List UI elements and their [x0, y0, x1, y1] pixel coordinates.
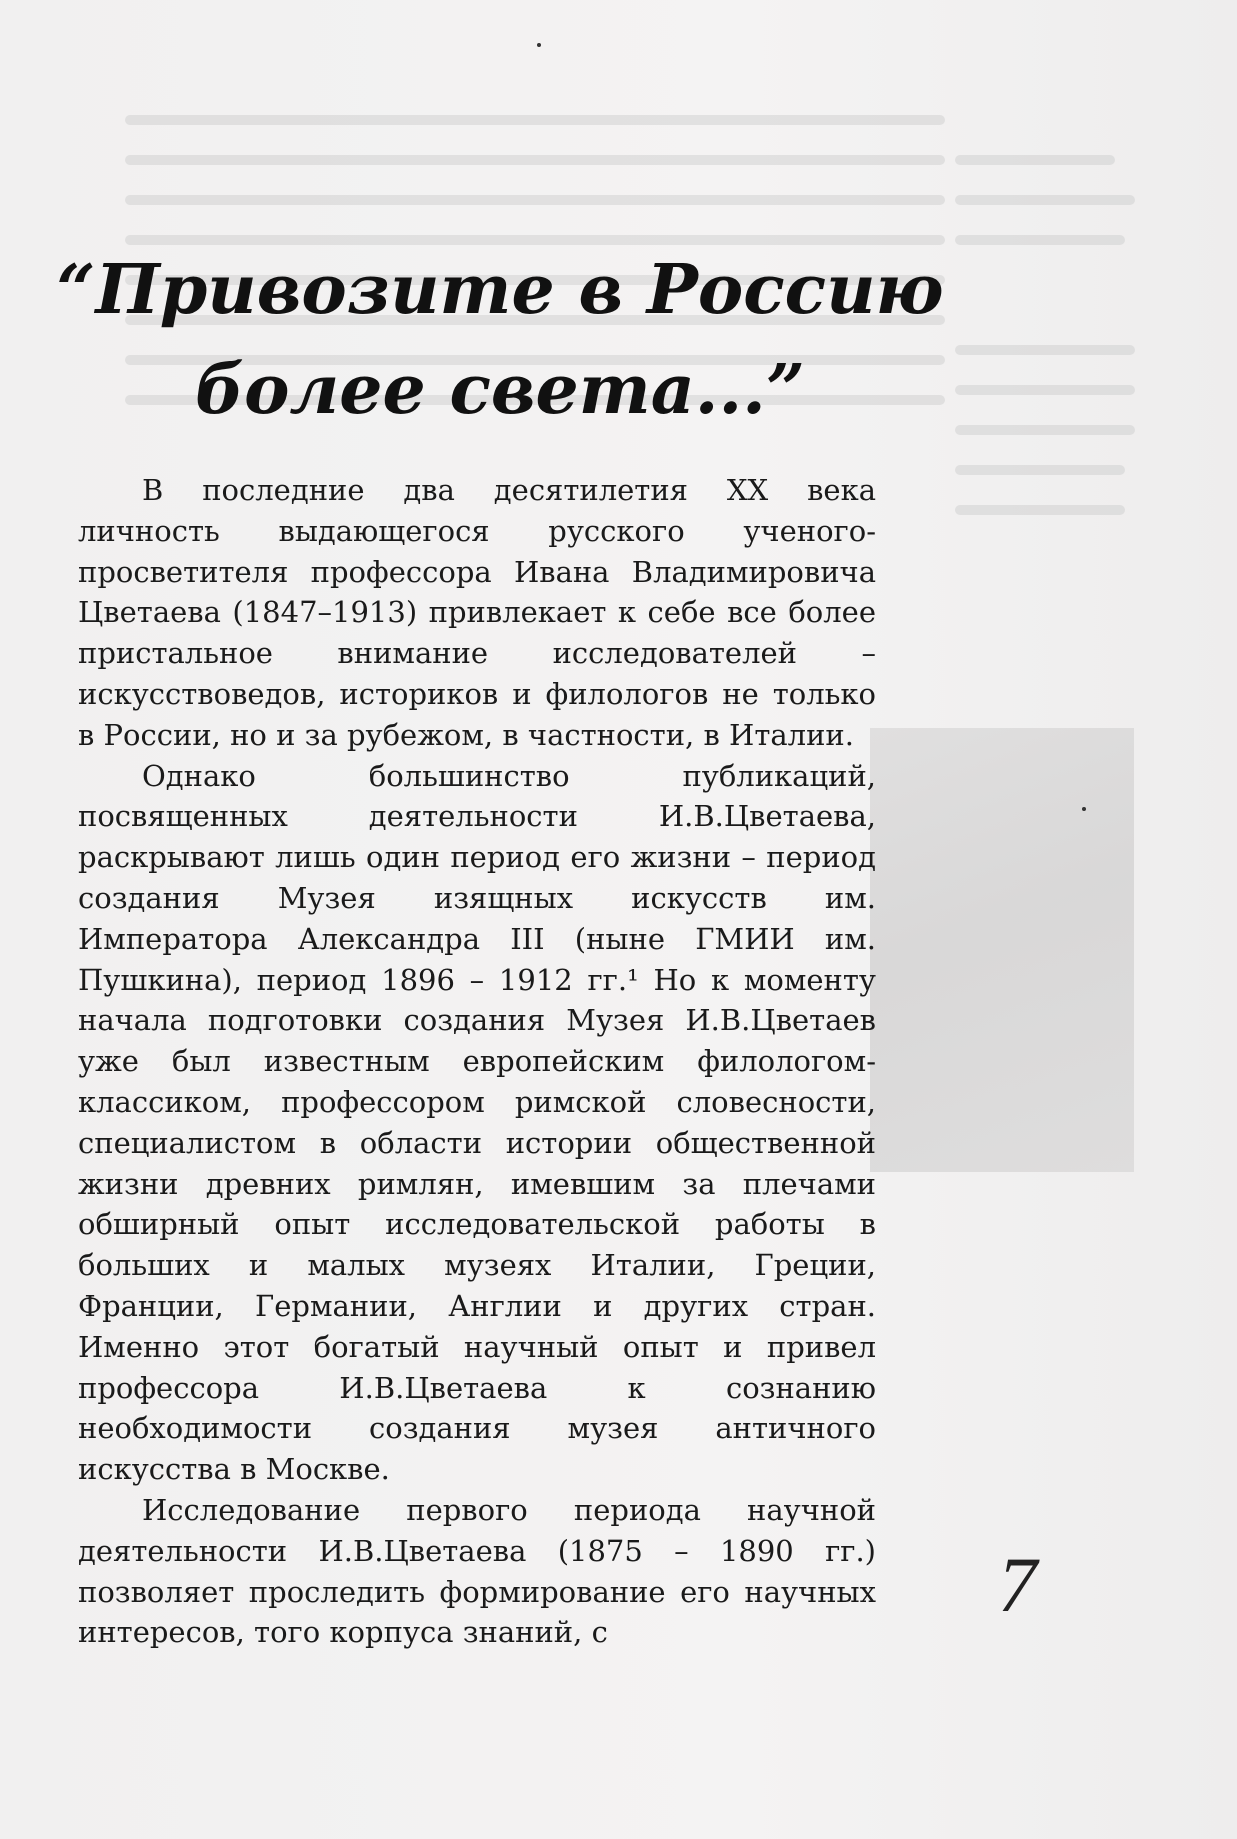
paragraph-1: В последние два десятилетия XX века личность выдающегося русского ученого-просветителя профессора Ивана Владимировича Цветаева (1847–1913) привлекает к себе все более пристальное внимание исследователей – искусствоведов, историков и филологов не только в России, но и за рубежом, в частности, в Италии. — [78, 473, 876, 752]
paragraph-3: Исследование первого периода научной деятельности И.В.Цветаева (1875 – 1890 гг.) позволяет проследить формирование его научных интересов, того корпуса знаний, с — [78, 1492, 876, 1650]
speck — [537, 43, 541, 47]
paragraph-2: Однако большинство публикаций, посвященных деятельности И.В.Цветаева, раскрывают лишь один период его жизни – период создания Музея изящных искусств им. Императора Александра III (ныне ГМИИ им. Пушкина), период 1896 – 1912 гг.¹ Но к моменту начала подготовки создания Музея И.В.Цветаев уже был известным европейским филологом-классиком, профессором римской словесности, специалистом в области истории общественной жизни древних римлян, имевшим за плечами обширный опыт исследовательской работы в больших и малых музеях Италии, Греции, Франции, Германии, Англии и других стран. Именно этот богатый научный опыт и привел профессора И.В.Цветаева к сознанию необходимости создания музея античного искусства в Москве. — [78, 758, 876, 1487]
bleed-through-photo — [870, 728, 1134, 1172]
body-text — [78, 470, 876, 1653]
page-number: 7 — [998, 1541, 1037, 1628]
chapter-title-line-2: более света...” — [195, 350, 805, 430]
speck — [1082, 807, 1086, 811]
chapter-title — [0, 240, 1000, 440]
chapter-title-line-1: “Привозите в Россию — [56, 250, 944, 330]
